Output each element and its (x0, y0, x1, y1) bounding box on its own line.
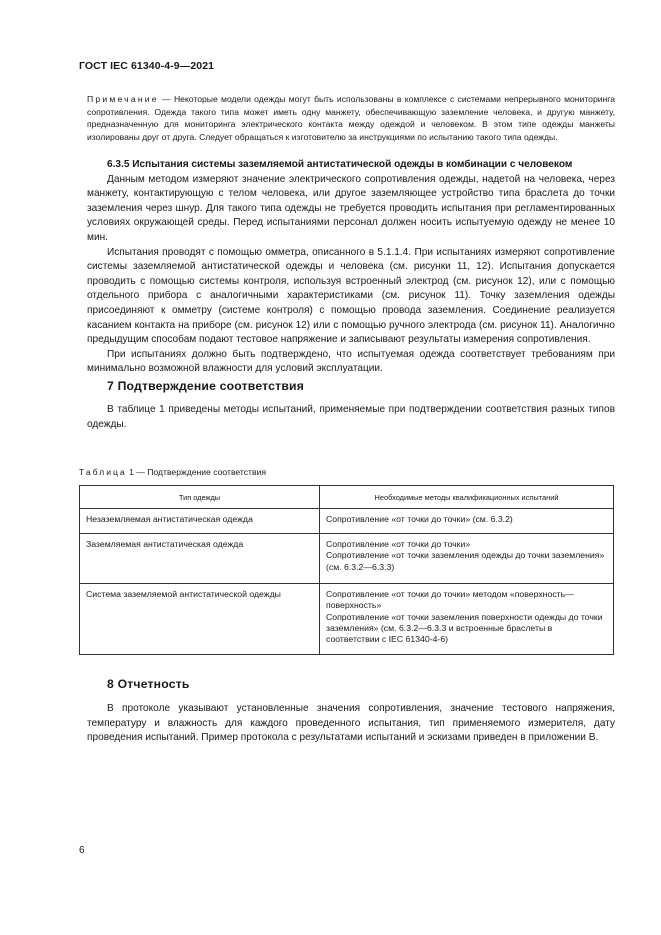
table-cell-methods: Сопротивление «от точки до точки» (см. 6.3.2) (320, 509, 614, 534)
document-header: ГОСТ IEC 61340-4-9—2021 (79, 60, 215, 72)
section-7-text (87, 403, 615, 432)
paragraph: Испытания проводят с помощью омметра, описанного в 5.1.1.4. При испытаниях измеряют сопротивление системы заземляемой антистатической одежды и человека (см. рисунки 11, 12). Испытания допускается проводить с помощью системы контроля, используя встроенный электрод (см. рисунок 12), или с помощью отдельного прибора с аналогичными характеристиками (см. рисунок 11). Точку заземления одежды присоединяют к омметру (системе контроля) с помощью провода заземления. Соединение реализуется касанием контакта на приборе (см. рисунок 12) или с помощью ручного электрода (см. рисунок 11). Аналогично предыдущим способам подают тестовое напряжение и записывают результаты измерения сопротивления. (87, 246, 615, 346)
note-block (87, 93, 615, 143)
table-header-type: Тип одежды (80, 486, 320, 509)
section-6-3-5 (87, 158, 615, 377)
table-header-methods: Необходимые методы квалификационных испытаний (320, 486, 614, 509)
note-text: — Некоторые модели одежды могут быть использованы в комплексе с системами непрерывного мониторинга сопротивления. Одежда такого типа может иметь одну манжету, обеспечивающую заземление человека, и другую манжету, предназначенную для мониторинга электрического контакта между одеждой и человеком. В этом типе одежды манжеты изолированы друг от друга. Следует обращаться к изготовителю за инструкциями по испытанию такого типа одежды. (87, 94, 615, 142)
section-8-text (87, 702, 615, 746)
table-caption-label: Таблица (79, 467, 127, 477)
table-cell-type: Система заземляемой антистатической одежды (80, 584, 320, 655)
paragraph: В протоколе указывают установленные значения сопротивления, значение тестового напряжения, температуру и влажность для каждого проведенного испытания, тип применяемого измерителя, дату проведения испытаний. Пример протокола с результатами испытаний и эскизами приведен в приложении В. (87, 703, 615, 744)
conformity-table (79, 485, 614, 655)
section-8-heading: 8 Отчетность (107, 677, 190, 691)
table-row (80, 534, 614, 584)
table-caption-text: 1 — Подтверждение соответствия (126, 467, 266, 477)
table-cell-methods: Сопротивление «от точки до точки» Сопротивление «от точки заземления одежды до точки заземления» (см. 6.3.2—6.3.3) (320, 534, 614, 584)
section-6-3-5-heading: 6.3.5 Испытания системы заземляемой антистатической одежды в комбинации с человеком (107, 159, 573, 170)
table-cell-methods: Сопротивление «от точки до точки» методом «поверхность—поверхность» Сопротивление «от точки заземления поверхности одежды до точки заземления» (см. 6.3.2—6.3.3 и встроенные браслеты в соответствии с IEC 61340-4-6) (320, 584, 614, 655)
table-caption (79, 467, 266, 477)
table-cell-type: Заземляемая антистатическая одежда (80, 534, 320, 584)
paragraph: Данным методом измеряют значение электрического сопротивления одежды, надетой на человека, через манжету, контактирующую с телом человека, или другое заземляющее устройство типа браслета до точки заземления через шнур. Для такого типа одежды не требуется проводить испытания при регламентированных условиях окружающей среды. Перед испытаниями персонал должен носить испытуемую одежду не менее 10 мин. (87, 173, 615, 243)
note-label: Примечание (87, 94, 159, 104)
page-number: 6 (79, 845, 85, 856)
section-7-heading: 7 Подтверждение соответствия (107, 379, 305, 393)
table-row (80, 509, 614, 534)
paragraph: В таблице 1 приведены методы испытаний, применяемые при подтверждении соответствия разных типов одежды. (87, 404, 615, 430)
table-cell-type: Незаземляемая антистатическая одежда (80, 509, 320, 534)
table-row (80, 584, 614, 655)
paragraph: При испытаниях должно быть подтверждено, что испытуемая одежда соответствует требованиям при минимально возможной влажности для условий эксплуатации. (87, 348, 615, 375)
